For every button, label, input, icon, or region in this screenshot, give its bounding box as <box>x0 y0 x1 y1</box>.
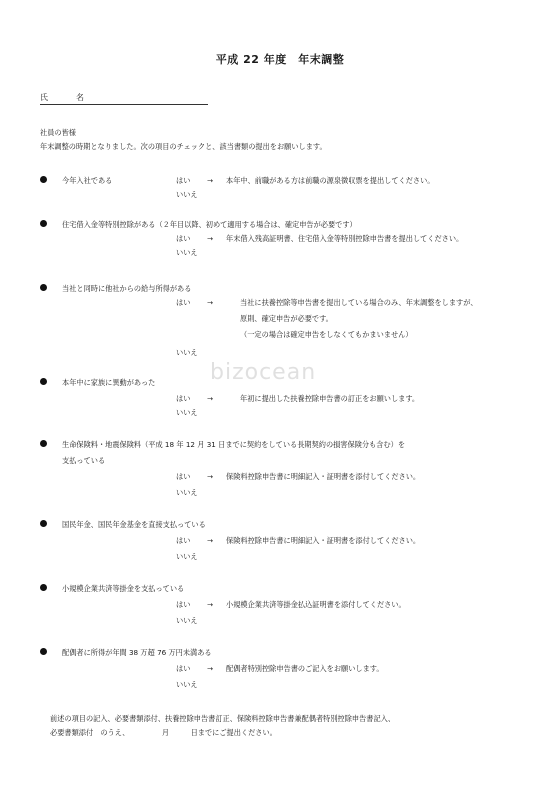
item-no: いいえ <box>176 190 198 199</box>
name-field-label <box>40 92 130 103</box>
bullet-icon <box>40 584 47 591</box>
intro-text <box>40 126 327 154</box>
closing-deadline-line: 必要書類添付 のうえ、 月 日までにご提出ください。 <box>50 728 277 737</box>
item-answer-note: （一定の場合は確定申告をしなくてもかまいません） <box>240 330 413 339</box>
name-underline <box>40 104 208 105</box>
intro-message: 年末調整の時期となりました。次の項目のチェックと、該当書類の提出をお願いします。 <box>40 142 327 151</box>
item-question: 生命保険料・地震保険料（平成 18 年 12 月 31 日までに契約をしている長期契約の損害保険分も含む）を <box>62 440 406 449</box>
bullet-icon <box>40 378 47 385</box>
item-yes: はい <box>176 394 191 403</box>
item-question: 本年中に家族に異動があった <box>62 378 156 387</box>
item-yes: はい <box>176 472 191 481</box>
bullet-icon <box>40 648 47 655</box>
item-yes: はい <box>176 298 191 307</box>
arrow-icon: → <box>206 600 214 609</box>
checklist-item-new-hire <box>40 174 540 204</box>
item-answer: 本年中、前職がある方は前職の源泉徴収票を提出してください。 <box>226 176 435 185</box>
item-yes: はい <box>176 176 191 185</box>
arrow-icon: → <box>206 176 214 185</box>
item-yes: はい <box>176 234 191 243</box>
intro-salutation: 社員の皆様 <box>40 128 76 137</box>
arrow-icon: → <box>206 664 214 673</box>
checklist-item-life-insurance <box>40 438 540 498</box>
item-question: 当社と同時に他社からの給与所得がある <box>62 284 192 293</box>
arrow-icon: → <box>206 234 214 243</box>
item-question: 国民年金、国民年金基金を直接支払っている <box>62 520 206 529</box>
bullet-icon <box>40 440 47 447</box>
item-no: いいえ <box>176 552 198 561</box>
bullet-icon <box>40 176 47 183</box>
arrow-icon: → <box>206 536 214 545</box>
watermark: bizocean <box>210 360 317 385</box>
item-answer: 年初に提出した扶養控除申告書の訂正をお願いします。 <box>240 394 420 403</box>
closing-line: 前述の項目の記入、必要書類添付、扶養控除申告書訂正、保険料控除申告書兼配偶者特別控除申告書記入、 <box>50 714 396 723</box>
bullet-icon <box>40 220 47 227</box>
item-answer: 保険料控除申告書に明細記入・証明書を添付してください。 <box>226 536 421 545</box>
item-yes: はい <box>176 536 191 545</box>
item-no: いいえ <box>176 348 198 357</box>
item-no: いいえ <box>176 616 198 625</box>
arrow-icon: → <box>206 298 214 307</box>
item-question-continued: 支払っている <box>62 456 106 465</box>
item-answer: 小規模企業共済等掛金払込証明書を添付してください。 <box>226 600 406 609</box>
arrow-icon: → <box>206 394 214 403</box>
item-question: 小規模企業共済等掛金を支払っている <box>62 584 185 593</box>
checklist-item-spouse-income <box>40 646 540 690</box>
item-yes: はい <box>176 600 191 609</box>
item-question: 今年入社である <box>62 176 113 185</box>
item-no: いいえ <box>176 408 198 417</box>
item-answer: 配偶者特別控除申告書のご記入をお願いします。 <box>226 664 384 673</box>
item-no: いいえ <box>176 488 198 497</box>
checklist-item-national-pension <box>40 518 540 562</box>
closing-instructions <box>50 712 395 740</box>
item-no: いいえ <box>176 680 198 689</box>
arrow-icon: → <box>206 472 214 481</box>
item-answer-line: 原則、確定申告が必要です。 <box>240 314 333 323</box>
item-answer-line: 当社に扶養控除等申告書を提出している場合のみ、年末調整をしますが、 <box>240 298 478 307</box>
item-answer: 保険料控除申告書に明細記入・証明書を添付してください。 <box>226 472 421 481</box>
item-question: 配偶者に所得が年間 38 万超 76 万円未満ある <box>62 648 212 657</box>
item-answer: 年末借入残高証明書、住宅借入金等特別控除申告書を提出してください。 <box>226 234 464 243</box>
checklist-item-other-income <box>40 282 540 356</box>
bullet-icon <box>40 284 47 291</box>
item-yes: はい <box>176 664 191 673</box>
checklist-item-housing-loan <box>40 218 540 262</box>
checklist-item-small-business-mutual-aid <box>40 582 540 626</box>
page-title: 平成 22 年度 年末調整 <box>215 53 345 66</box>
item-question: 住宅借入金等特別控除がある（２年目以降、初めて適用する場合は、確定申告が必要です） <box>62 220 357 229</box>
item-no: いいえ <box>176 248 198 257</box>
bullet-icon <box>40 520 47 527</box>
name-label: 氏 名 <box>40 93 94 102</box>
